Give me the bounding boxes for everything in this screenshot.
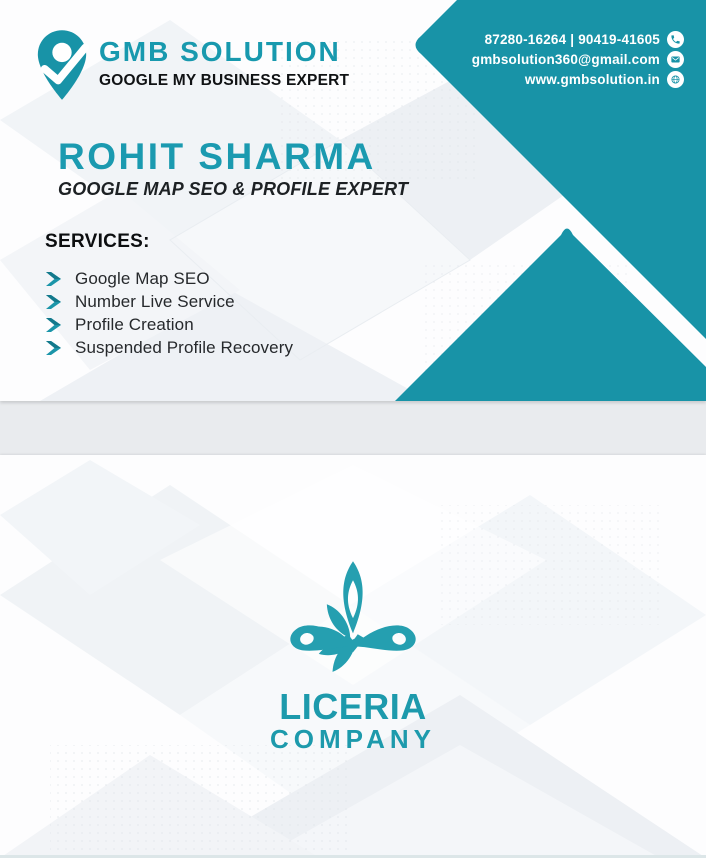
company-name: LICERIA [279,686,427,727]
email-address: gmbsolution360@gmail.com [471,52,660,67]
globe-icon [667,71,684,88]
phone-numbers: 87280-16264 | 90419-41605 [484,32,660,47]
services-list [45,267,293,359]
person-name: ROHIT SHARMA [58,136,376,177]
brand-text [99,28,349,90]
company-word: COMPANY [270,724,436,754]
service-item [45,336,293,359]
contact-phone-row [472,31,684,48]
brand-header [33,28,349,102]
chevron-arrow-bullet-icon [45,294,62,310]
service-label: Number Live Service [75,291,235,311]
chevron-arrow-bullet-icon [45,340,62,356]
chevron-arrow-bullet-icon [45,317,62,333]
services-heading: SERVICES: [45,231,150,252]
website-url: www.gmbsolution.in [524,72,660,87]
service-item [45,290,293,313]
service-label: Suspended Profile Recovery [75,337,294,357]
brand-tagline: GOOGLE MY BUSINESS EXPERT [99,72,350,89]
service-label: Profile Creation [75,314,194,334]
business-card-front [0,0,706,401]
chevron-arrow-bullet-icon [45,271,62,287]
lotus-logo-icon [278,548,428,676]
brand-name: GMB SOLUTION [99,36,341,67]
contact-block [472,31,684,88]
phone-icon [667,31,684,48]
map-pin-icon [33,28,91,102]
service-item [45,313,293,336]
contact-email-row [472,51,684,68]
email-icon [667,51,684,68]
service-label: Google Map SEO [75,268,210,288]
person-title: GOOGLE MAP SEO & PROFILE EXPERT [58,179,409,199]
services-section [45,231,293,359]
service-item [45,267,293,290]
contact-website-row [472,71,684,88]
